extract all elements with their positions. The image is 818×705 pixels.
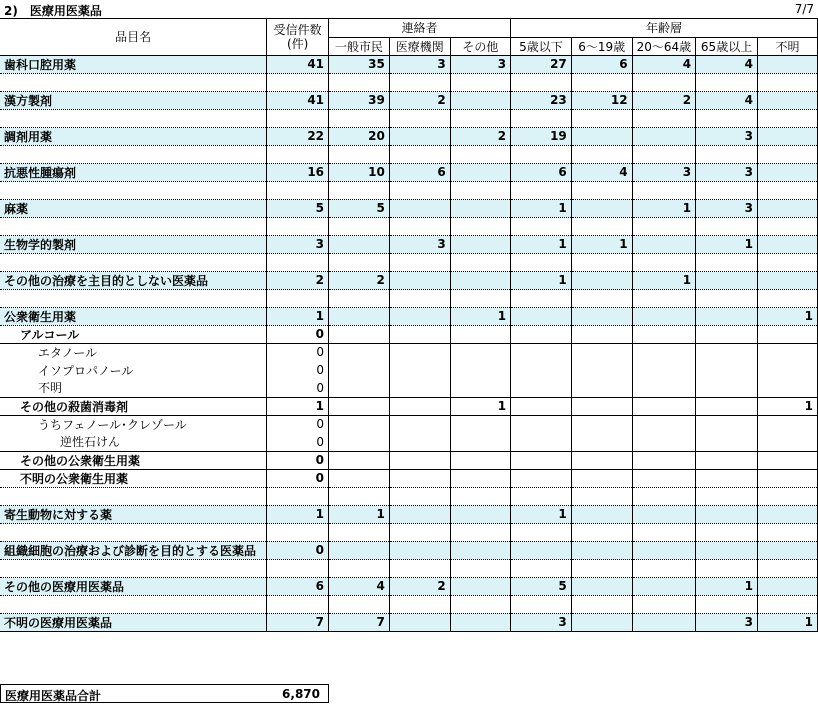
cell-medical <box>389 397 450 415</box>
cell-age-6-19: 4 <box>571 163 632 181</box>
cell-age-6-19: 12 <box>571 91 632 109</box>
row-name: 寄生動物に対する薬 <box>0 505 267 523</box>
column-header-other-contact: その他 <box>450 37 510 55</box>
cell-age-under5: 1 <box>511 199 572 217</box>
cell-public: 2 <box>329 271 390 289</box>
cell-age-20-64 <box>632 307 696 325</box>
cell-age-unknown <box>758 271 818 289</box>
cell-other: 3 <box>450 55 510 73</box>
column-header-age-unknown: 不明 <box>758 37 818 55</box>
cell-age-unknown <box>758 163 818 181</box>
cell-medical <box>389 307 450 325</box>
cell-public: 39 <box>329 91 390 109</box>
cell-age-65plus <box>696 505 758 523</box>
cell-public: 10 <box>329 163 390 181</box>
cell-age-unknown <box>758 127 818 145</box>
table-row <box>0 451 818 469</box>
row-count: 6 <box>267 577 329 595</box>
cell-age-6-19 <box>571 271 632 289</box>
row-count: 7 <box>267 613 329 631</box>
cell-other <box>450 235 510 253</box>
row-name: その他の殺菌消毒剤 <box>0 397 267 415</box>
row-name: イソプロパノール <box>0 361 267 379</box>
statistics-table <box>0 19 818 632</box>
table-row <box>0 613 818 631</box>
row-name: 不明の医療用医薬品 <box>0 613 267 631</box>
cell-age-under5: 23 <box>511 91 572 109</box>
cell-other: 1 <box>450 397 510 415</box>
table-row <box>0 505 818 523</box>
cell-age-under5: 5 <box>511 577 572 595</box>
cell-age-65plus: 4 <box>696 55 758 73</box>
cell-age-under5 <box>511 307 572 325</box>
row-count: 16 <box>267 163 329 181</box>
row-name: うちフェノール･クレゾール <box>0 415 267 433</box>
cell-age-20-64 <box>632 397 696 415</box>
cell-age-20-64: 4 <box>632 55 696 73</box>
cell-public: 7 <box>329 613 390 631</box>
cell-age-65plus <box>696 271 758 289</box>
cell-public <box>329 397 390 415</box>
cell-medical <box>389 199 450 217</box>
cell-age-under5 <box>511 397 572 415</box>
table-row <box>0 271 818 289</box>
cell-age-under5: 1 <box>511 505 572 523</box>
table-row <box>0 469 818 487</box>
cell-medical <box>389 127 450 145</box>
cell-age-65plus <box>696 307 758 325</box>
table-row <box>0 199 818 217</box>
row-name: その他の医療用医薬品 <box>0 577 267 595</box>
cell-public: 35 <box>329 55 390 73</box>
row-name: 公衆衛生用薬 <box>0 307 267 325</box>
row-count: 0 <box>267 325 329 343</box>
cell-public: 20 <box>329 127 390 145</box>
cell-medical: 2 <box>389 91 450 109</box>
column-header-count <box>267 19 329 55</box>
cell-age-65plus <box>696 397 758 415</box>
column-header-count-line2: (件) <box>286 36 309 51</box>
row-count: 0 <box>267 343 329 361</box>
cell-age-6-19 <box>571 307 632 325</box>
row-name: エタノール <box>0 343 267 361</box>
cell-age-65plus: 1 <box>696 235 758 253</box>
table-row <box>0 55 818 73</box>
cell-age-65plus: 3 <box>696 613 758 631</box>
cell-age-unknown <box>758 235 818 253</box>
cell-age-20-64 <box>632 613 696 631</box>
cell-medical <box>389 271 450 289</box>
cell-age-20-64 <box>632 127 696 145</box>
row-name: 不明 <box>0 379 267 397</box>
column-header-count-line1: 受信件数 <box>273 22 322 37</box>
cell-age-unknown <box>758 577 818 595</box>
cell-age-20-64 <box>632 505 696 523</box>
column-header-public: 一般市民 <box>329 37 390 55</box>
cell-age-unknown: 1 <box>758 307 818 325</box>
cell-age-6-19 <box>571 613 632 631</box>
row-count: 41 <box>267 55 329 73</box>
page-number: 7/7 <box>794 2 814 16</box>
column-header-age-6-19: 6～19歳 <box>571 37 632 55</box>
cell-other <box>450 163 510 181</box>
cell-other <box>450 199 510 217</box>
row-name: 逆性石けん <box>0 433 267 451</box>
cell-age-6-19 <box>571 505 632 523</box>
column-header-age-65plus: 65歳以上 <box>696 37 758 55</box>
table-row <box>0 91 818 109</box>
section-title: 2) 医療用医薬品 <box>4 4 102 18</box>
row-count: 0 <box>267 541 329 559</box>
column-group-age: 年齢層 <box>511 19 818 37</box>
cell-other <box>450 271 510 289</box>
cell-age-unknown: 1 <box>758 613 818 631</box>
row-count: 0 <box>267 451 329 469</box>
row-count: 0 <box>267 433 329 451</box>
cell-age-65plus: 3 <box>696 127 758 145</box>
table-row <box>0 307 818 325</box>
table-row <box>0 415 818 433</box>
cell-age-65plus: 3 <box>696 163 758 181</box>
cell-age-20-64: 2 <box>632 91 696 109</box>
row-count: 1 <box>267 505 329 523</box>
table-row <box>0 433 818 451</box>
cell-age-20-64: 1 <box>632 271 696 289</box>
table-row <box>0 235 818 253</box>
table-row <box>0 163 818 181</box>
cell-age-65plus: 3 <box>696 199 758 217</box>
row-count: 41 <box>267 91 329 109</box>
row-name: 調剤用薬 <box>0 127 267 145</box>
cell-public: 1 <box>329 505 390 523</box>
title-bar <box>0 0 818 19</box>
row-count: 0 <box>267 379 329 397</box>
row-name: 不明の公衆衛生用薬 <box>0 469 267 487</box>
cell-age-unknown <box>758 91 818 109</box>
row-count: 0 <box>267 361 329 379</box>
cell-age-under5: 6 <box>511 163 572 181</box>
cell-other <box>450 613 510 631</box>
column-header-name: 品目名 <box>0 19 267 55</box>
cell-age-65plus: 4 <box>696 91 758 109</box>
cell-public: 4 <box>329 577 390 595</box>
cell-age-20-64: 1 <box>632 199 696 217</box>
table-row <box>0 577 818 595</box>
table-row <box>0 379 818 397</box>
table-row <box>0 397 818 415</box>
row-count: 2 <box>267 271 329 289</box>
row-name: 生物学的製剤 <box>0 235 267 253</box>
cell-age-6-19 <box>571 577 632 595</box>
cell-other <box>450 505 510 523</box>
table-row <box>0 541 818 559</box>
row-count: 0 <box>267 415 329 433</box>
cell-medical <box>389 505 450 523</box>
row-name: 漢方製剤 <box>0 91 267 109</box>
cell-other <box>450 577 510 595</box>
grand-total-value: 6,870 <box>282 687 320 701</box>
grand-total-label: 医療用医薬品合計 <box>5 689 102 703</box>
row-name: 麻薬 <box>0 199 267 217</box>
cell-age-6-19 <box>571 127 632 145</box>
cell-age-unknown <box>758 505 818 523</box>
cell-medical: 2 <box>389 577 450 595</box>
table-row <box>0 127 818 145</box>
cell-medical: 6 <box>389 163 450 181</box>
cell-age-under5: 3 <box>511 613 572 631</box>
row-name: 歯科口腔用薬 <box>0 55 267 73</box>
cell-medical: 3 <box>389 235 450 253</box>
cell-age-65plus: 1 <box>696 577 758 595</box>
cell-age-unknown: 1 <box>758 397 818 415</box>
cell-public: 5 <box>329 199 390 217</box>
cell-other: 1 <box>450 307 510 325</box>
cell-medical: 3 <box>389 55 450 73</box>
cell-age-unknown <box>758 55 818 73</box>
row-name: 組織細胞の治療および診断を目的とする医薬品 <box>0 541 267 559</box>
table-row <box>0 361 818 379</box>
cell-age-6-19: 6 <box>571 55 632 73</box>
cell-age-20-64: 3 <box>632 163 696 181</box>
cell-age-under5: 1 <box>511 235 572 253</box>
table-row <box>0 343 818 361</box>
row-name: 抗悪性腫瘍剤 <box>0 163 267 181</box>
column-header-age-under5: 5歳以下 <box>511 37 572 55</box>
cell-other <box>450 91 510 109</box>
row-count: 1 <box>267 307 329 325</box>
row-count: 5 <box>267 199 329 217</box>
column-header-age-20-64: 20～64歳 <box>632 37 696 55</box>
cell-public <box>329 235 390 253</box>
cell-age-unknown <box>758 199 818 217</box>
cell-age-under5: 19 <box>511 127 572 145</box>
row-name: その他の治療を主目的としない医薬品 <box>0 271 267 289</box>
cell-other: 2 <box>450 127 510 145</box>
row-name: アルコール <box>0 325 267 343</box>
cell-age-6-19: 1 <box>571 235 632 253</box>
cell-age-20-64 <box>632 235 696 253</box>
row-count: 0 <box>267 469 329 487</box>
row-count: 3 <box>267 235 329 253</box>
row-count: 22 <box>267 127 329 145</box>
row-name: その他の公衆衛生用薬 <box>0 451 267 469</box>
cell-age-6-19 <box>571 199 632 217</box>
cell-public <box>329 307 390 325</box>
row-count: 1 <box>267 397 329 415</box>
column-header-medical: 医療機関 <box>389 37 450 55</box>
cell-age-under5: 1 <box>511 271 572 289</box>
column-group-contact: 連絡者 <box>329 19 511 37</box>
cell-age-6-19 <box>571 397 632 415</box>
cell-medical <box>389 613 450 631</box>
table-row <box>0 325 818 343</box>
cell-age-20-64 <box>632 577 696 595</box>
cell-age-under5: 27 <box>511 55 572 73</box>
grand-total-box <box>0 684 329 703</box>
